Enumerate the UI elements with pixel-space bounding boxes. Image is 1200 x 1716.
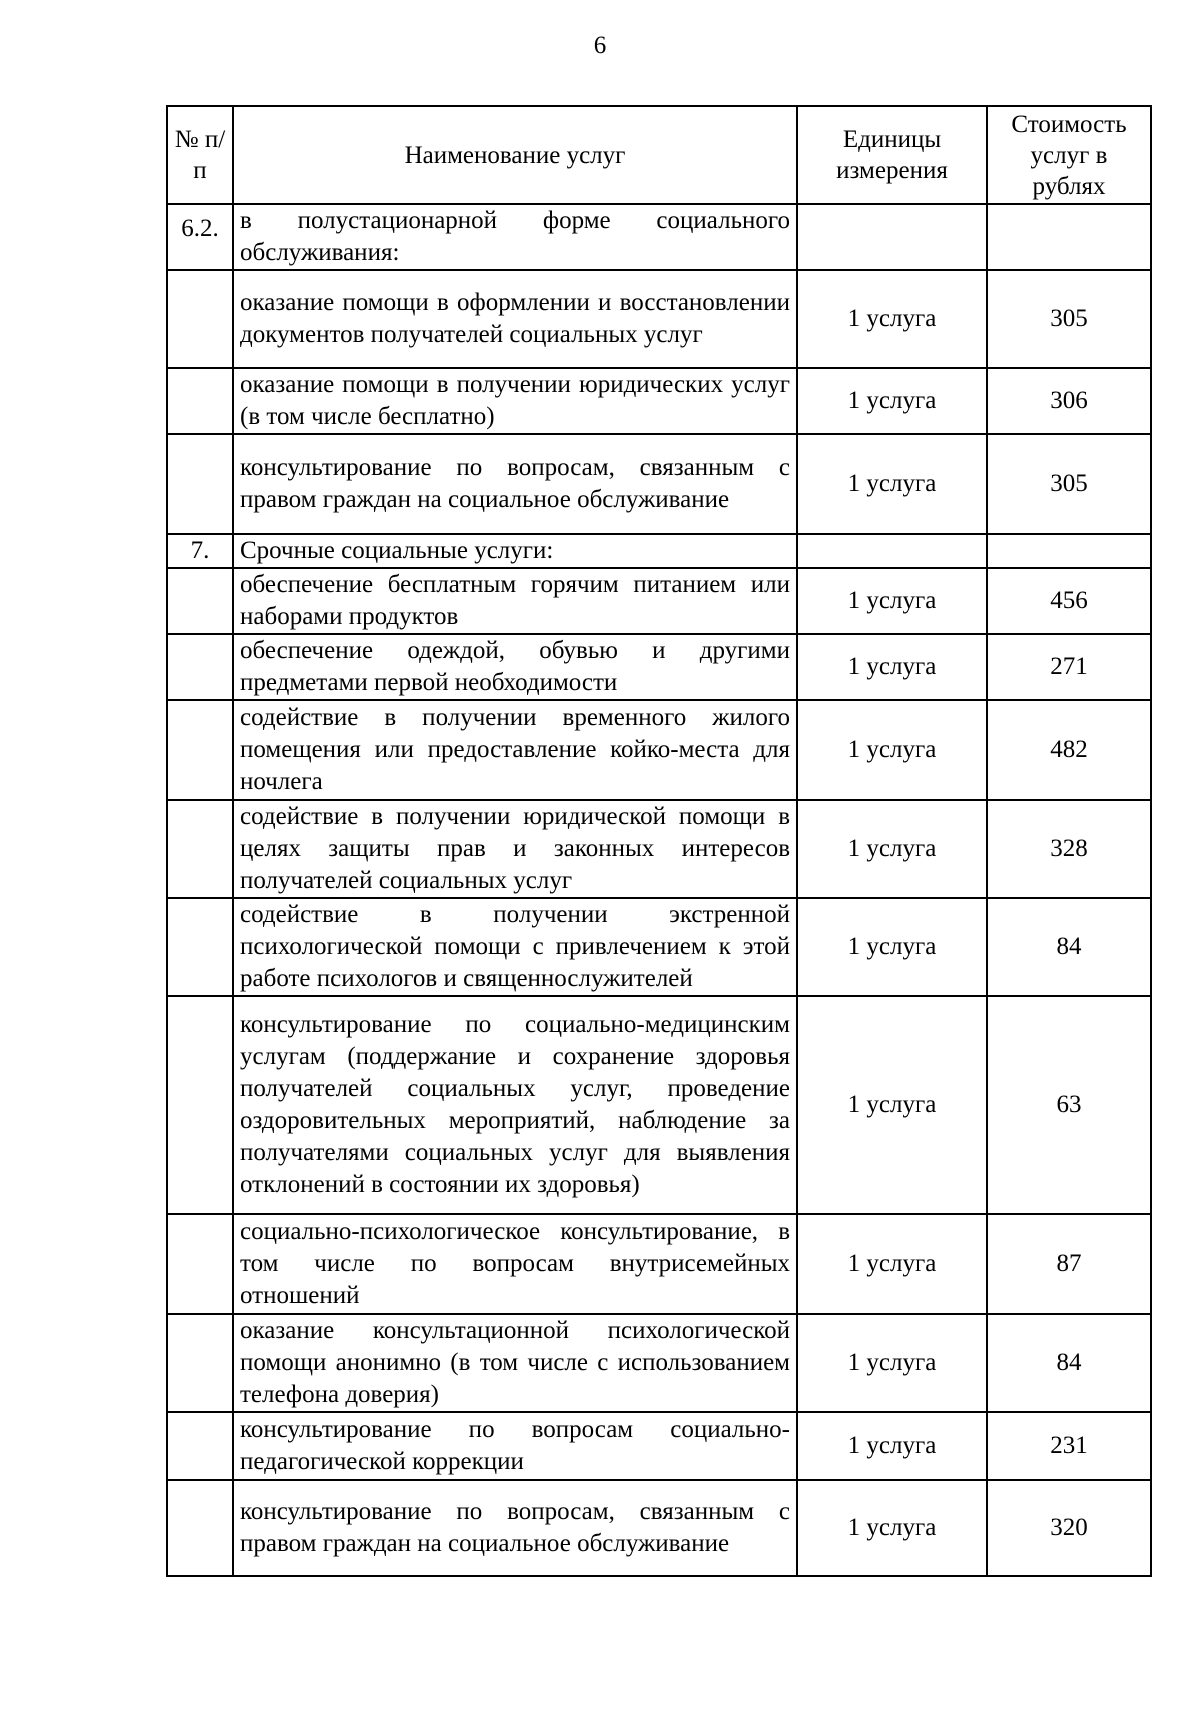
- table-row: [167, 1480, 1151, 1576]
- row-cost: 320: [987, 1480, 1151, 1576]
- header-name: Наименование услуг: [233, 106, 797, 204]
- table-row: [167, 270, 1151, 368]
- row-num: [167, 1412, 233, 1480]
- row-num: [167, 996, 233, 1214]
- row-num: 7.: [167, 534, 233, 568]
- row-service-name: содействие в получении временного жилого помещения или предоставление койко-места для ночлега: [233, 700, 797, 800]
- row-cost: [987, 534, 1151, 568]
- table-row: [167, 700, 1151, 800]
- row-unit: [797, 204, 987, 270]
- row-cost: [987, 204, 1151, 270]
- row-unit: 1 услуга: [797, 800, 987, 898]
- row-unit: 1 услуга: [797, 1412, 987, 1480]
- row-num: [167, 700, 233, 800]
- row-cost: 87: [987, 1214, 1151, 1314]
- row-service-name: оказание помощи в оформлении и восстановлении документов получателей социальных услуг: [233, 270, 797, 368]
- table-row: [167, 204, 1151, 270]
- row-service-name: консультирование по вопросам, связанным с правом граждан на социальное обслуживание: [233, 1480, 797, 1576]
- table-row: [167, 434, 1151, 534]
- table-row: [167, 568, 1151, 634]
- table-header-row: [167, 106, 1151, 204]
- row-unit: 1 услуга: [797, 1480, 987, 1576]
- row-service-name: обеспечение бесплатным горячим питанием или наборами продуктов: [233, 568, 797, 634]
- row-num: [167, 434, 233, 534]
- row-cost: 305: [987, 270, 1151, 368]
- row-unit: 1 услуга: [797, 270, 987, 368]
- row-service-name: содействие в получении экстренной психологической помощи с привлечением к этой работе психологов и священнослужителей: [233, 898, 797, 996]
- row-cost: 456: [987, 568, 1151, 634]
- row-service-name: содействие в получении юридической помощи в целях защиты прав и законных интересов получателей социальных услуг: [233, 800, 797, 898]
- row-service-name: социально-психологическое консультирование, в том числе по вопросам внутрисемейных отношений: [233, 1214, 797, 1314]
- row-unit: 1 услуга: [797, 996, 987, 1214]
- row-num: [167, 270, 233, 368]
- row-service-name: в полустационарной форме социального обслуживания:: [233, 204, 797, 270]
- row-cost: 84: [987, 898, 1151, 996]
- row-num: [167, 1480, 233, 1576]
- table-row: [167, 1412, 1151, 1480]
- row-cost: 482: [987, 700, 1151, 800]
- row-unit: 1 услуга: [797, 434, 987, 534]
- row-num: [167, 1214, 233, 1314]
- row-num: [167, 800, 233, 898]
- row-num: [167, 368, 233, 434]
- row-num: 6.2.: [167, 204, 233, 270]
- row-unit: 1 услуга: [797, 368, 987, 434]
- row-num: [167, 568, 233, 634]
- row-num: [167, 1314, 233, 1412]
- row-cost: 328: [987, 800, 1151, 898]
- page-number: 6: [593, 32, 607, 59]
- row-unit: 1 услуга: [797, 1314, 987, 1412]
- row-cost: 271: [987, 634, 1151, 700]
- row-cost: 231: [987, 1412, 1151, 1480]
- row-num: [167, 634, 233, 700]
- table-row: [167, 996, 1151, 1214]
- row-unit: 1 услуга: [797, 700, 987, 800]
- row-unit: 1 услуга: [797, 1214, 987, 1314]
- header-num: № п/п: [167, 106, 233, 204]
- table-row: [167, 1214, 1151, 1314]
- row-cost: 63: [987, 996, 1151, 1214]
- header-unit: Единицы измерения: [797, 106, 987, 204]
- row-service-name: Срочные социальные услуги:: [233, 534, 797, 568]
- row-unit: 1 услуга: [797, 634, 987, 700]
- table-row: [167, 634, 1151, 700]
- row-num: [167, 898, 233, 996]
- row-cost: 84: [987, 1314, 1151, 1412]
- row-unit: [797, 534, 987, 568]
- row-service-name: консультирование по вопросам, связанным с правом граждан на социальное обслуживание: [233, 434, 797, 534]
- table-row: [167, 368, 1151, 434]
- table-row: [167, 1314, 1151, 1412]
- table-row: [167, 534, 1151, 568]
- row-cost: 305: [987, 434, 1151, 534]
- row-service-name: консультирование по социально-медицинским услугам (поддержание и сохранение здоровья получателей социальных услуг, проведение оздоровительных мероприятий, наблюдение за получателями социальных услуг для выявления отклонений в состоянии их здоровья): [233, 996, 797, 1214]
- row-service-name: оказание помощи в получении юридических услуг (в том числе бесплатно): [233, 368, 797, 434]
- table-row: [167, 898, 1151, 996]
- services-cost-table: [166, 105, 1152, 1577]
- row-service-name: обеспечение одеждой, обувью и другими предметами первой необходимости: [233, 634, 797, 700]
- table-row: [167, 800, 1151, 898]
- row-cost: 306: [987, 368, 1151, 434]
- row-unit: 1 услуга: [797, 898, 987, 996]
- row-unit: 1 услуга: [797, 568, 987, 634]
- row-service-name: консультирование по вопросам социально-педагогической коррекции: [233, 1412, 797, 1480]
- header-cost: Стоимость услуг в рублях: [987, 106, 1151, 204]
- row-service-name: оказание консультационной психологической помощи анонимно (в том числе с использованием телефона доверия): [233, 1314, 797, 1412]
